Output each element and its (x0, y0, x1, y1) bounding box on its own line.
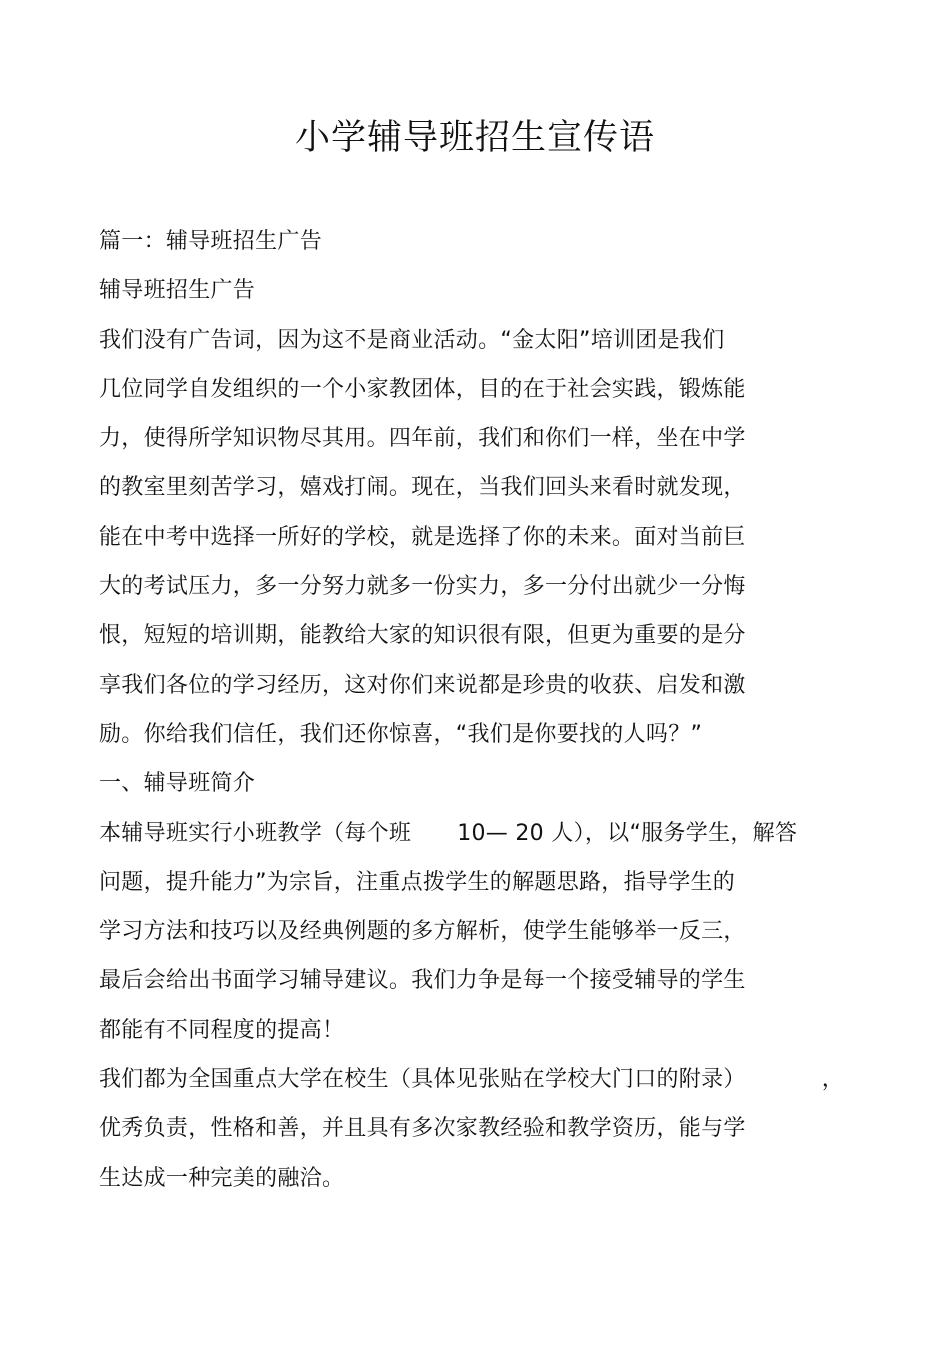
paragraph-line: 学习方法和技巧以及经典例题的多方解析，使学生能够举一反三， (99, 919, 746, 945)
paragraph-line: 能在中考中选择一所好的学校，就是选择了你的未来。面对当前巨 (99, 524, 746, 550)
paragraph-text: 我们都为全国重点大学在校生（具体见张贴在学校大门口的附录） (99, 1067, 746, 1093)
paragraph-line (99, 812, 859, 861)
section-heading: 一、辅导班简介 (99, 771, 256, 797)
paragraph-line (99, 1058, 859, 1107)
paragraph-line: 生达成一种完美的融洽。 (99, 1165, 345, 1191)
section-heading: 篇一：辅导班招生广告 (99, 229, 323, 254)
subheading: 辅导班招生广告 (99, 278, 256, 304)
document-title: 小学辅导班招生宣传语 (294, 118, 655, 158)
paragraph-line: 问题，提升能力”为宗旨，注重点拨学生的解题思路，指导学生的 (99, 869, 736, 895)
paragraph-line: 恨，短短的培训期，能教给大家的知识很有限，但更为重要的是分 (99, 623, 746, 649)
paragraph-line: 都能有不同程度的提高！ (99, 1017, 345, 1043)
paragraph-line: 最后会给出书面学习辅导建议。我们力争是每一个接受辅导的学生 (99, 968, 746, 994)
paragraph-line: 的教室里刻苦学习，嬉戏打闹。现在，当我们回头来看时就发现， (99, 475, 746, 501)
paragraph-text: 10— 20 人），以“服务学生，解答 (457, 820, 798, 846)
paragraph-line: 大的考试压力，多一分努力就多一份实力，多一分付出就少一分悔 (99, 574, 746, 600)
paragraph-line: 享我们各位的学习经历，这对你们来说都是珍贵的收获、启发和激 (99, 672, 746, 698)
paragraph-line: 优秀负责，性格和善，并且具有多次家教经验和教学资历，能与学 (99, 1116, 746, 1142)
paragraph-text: ， (821, 1067, 845, 1093)
paragraph-line: 力，使得所学知识物尽其用。四年前，我们和你们一样，坐在中学 (99, 426, 746, 452)
paragraph-line: 几位同学自发组织的一个小家教团体，目的在于社会实践，锻炼能 (99, 376, 746, 402)
paragraph-text: 本辅导班实行小班教学（每个班 (99, 820, 412, 846)
paragraph-line: 励。你给我们信任，我们还你惊喜，“我们是你要找的人吗？” (99, 721, 703, 747)
paragraph-line: 我们没有广告词，因为这不是商业活动。“金太阳”培训团是我们 (99, 327, 725, 353)
document-body (99, 220, 859, 1206)
